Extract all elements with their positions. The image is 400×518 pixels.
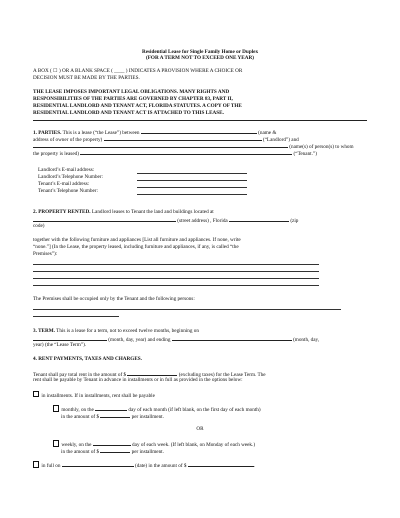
weekly-text: weekly, on the	[61, 442, 92, 448]
weekly-checkbox[interactable]	[53, 440, 59, 446]
term-line-1	[33, 328, 367, 334]
weekly-text: per installment.	[131, 449, 164, 455]
furniture-line-1: together with the following furniture and appliances [List all furniture and appliances. If none, write	[33, 237, 241, 243]
full-text: in full on	[41, 463, 61, 469]
tenant-phone-label: Tenant’s Telephone Number:	[38, 188, 98, 194]
owner-address-field[interactable]	[104, 135, 262, 141]
term-text: (month, day,	[293, 337, 320, 343]
rent-line-2: rent shall be payable by Tenant in advance in installments or in full as provided in the options below:	[33, 377, 243, 383]
term-line-3: year) (the “Lease Term”).	[33, 342, 87, 348]
monthly-amount-field[interactable]	[100, 412, 130, 418]
property-heading: 2. PROPERTY RENTED.	[33, 209, 91, 215]
start-date-field[interactable]	[33, 335, 107, 341]
parties-text: (name(s) of person(s) to whom	[289, 144, 354, 150]
tenant-address-field[interactable]	[80, 149, 292, 155]
furniture-field-3[interactable]	[33, 278, 319, 279]
document-title: Residential Lease for Single Family Home or Duplex	[141, 49, 259, 55]
zip-field[interactable]	[229, 216, 289, 222]
full-checkbox[interactable]	[33, 461, 39, 467]
term-heading: 3. TERM.	[33, 328, 55, 334]
term-text: (month, day, year) and ending	[108, 337, 171, 343]
property-text: Landlord leases to Tenant the land and buildings located at	[91, 209, 214, 215]
furniture-line-3: Premises”):	[33, 251, 58, 257]
property-text: (zip	[290, 218, 299, 224]
property-line-3: code)	[33, 223, 45, 229]
full-text: (date) in the amount of $	[135, 463, 187, 469]
furniture-field-4[interactable]	[33, 285, 319, 286]
weekly-day-field[interactable]	[93, 440, 131, 446]
occupants-field-2[interactable]	[33, 316, 119, 317]
occupants-field-1[interactable]	[33, 309, 341, 310]
weekly-amount-line	[61, 447, 367, 455]
monthly-text: day of each month (if left blank, on the first day of each month)	[128, 407, 261, 413]
furniture-field-2[interactable]	[33, 271, 319, 272]
weekly-text: day of each week. (If left blank, on Monday of each week.)	[132, 442, 256, 448]
furniture-field-1[interactable]	[33, 264, 319, 265]
warning-line-1: THE LEASE IMPOSES IMPORTANT LEGAL OBLIGATIONS. MANY RIGHTS AND	[33, 89, 230, 95]
term-text: This is a lease for a term, not to exceed twelve months, beginning on	[56, 328, 199, 334]
rent-text: (excluding taxes) for the Lease Term. The	[178, 372, 266, 378]
parties-text: This is a lease (“the Lease”) between	[62, 130, 140, 136]
furniture-line-2: “none.”] (In the Lease, the property leased, including furniture and appliances, if any, is called “the	[33, 244, 239, 250]
monthly-text: in the amount of $	[61, 414, 100, 420]
owner-name-field[interactable]	[141, 128, 257, 134]
street-address-field[interactable]	[33, 216, 176, 222]
weekly-text: in the amount of $	[61, 449, 100, 455]
parties-text: (name &	[258, 130, 277, 136]
parties-text: address of owner of the property)	[33, 137, 103, 143]
property-line-1	[33, 209, 367, 215]
section-divider	[33, 120, 367, 121]
monthly-amount-line	[61, 412, 367, 420]
intro-box-line-2: DECISION MUST BE MADE BY THE PARTIES.	[33, 75, 140, 81]
tenant-email-label: Tenant’s E-mail address:	[38, 181, 90, 187]
parties-text: (“Tenant.”)	[293, 151, 317, 157]
or-separator: OR	[196, 426, 204, 432]
monthly-text: monthly, on the	[61, 407, 94, 413]
landlord-phone-label: Landlord’s Telephone Number:	[38, 174, 103, 180]
full-amount-field[interactable]	[188, 461, 254, 467]
rent-text: Tenant shall pay total rent in the amount of $	[33, 372, 127, 378]
end-date-field[interactable]	[172, 335, 292, 341]
parties-line-4	[33, 149, 367, 157]
document-subtitle: (FOR A TERM NOT TO EXCEED ONE YEAR)	[146, 55, 254, 61]
weekly-amount-field[interactable]	[100, 447, 130, 453]
property-text: (street address) , Florida	[177, 218, 228, 224]
intro-box-line-1: A BOX ( ☐ ) OR A BLANK SPACE ( ____ ) INDICATES A PROVISION WHERE A CHOICE OR	[33, 68, 243, 74]
monthly-text: per installment.	[131, 414, 164, 420]
occupied-text: The Premises shall be occupied only by the Tenant and the following persons:	[33, 296, 195, 302]
warning-line-2: RESPONSIBILITIES OF THE PARTIES ARE GOVERNED BY CHAPTER 83, PART II,	[33, 96, 233, 102]
rent-heading: 4. RENT PAYMENTS, TAXES AND CHARGES.	[33, 356, 142, 362]
installments-text: in installments. If in installments, rent shall be payable	[41, 392, 155, 399]
tenant-phone-field[interactable]	[137, 194, 247, 195]
landlord-email-label: Landlord’s E-mail address:	[38, 167, 95, 173]
monthly-checkbox[interactable]	[53, 405, 59, 411]
parties-text: the property is leased)	[33, 151, 79, 157]
full-option: in full on (date) in the amount of $ .	[33, 461, 367, 469]
installments-option	[33, 391, 367, 399]
installments-checkbox[interactable]	[33, 391, 39, 397]
total-rent-field[interactable]	[127, 370, 177, 376]
warning-line-3: RESIDENTIAL LANDLORD AND TENANT ACT, FLORIDA STATUTES. A COPY OF THE	[33, 103, 242, 109]
tenant-names-field[interactable]	[33, 142, 288, 148]
full-date-field[interactable]	[62, 461, 134, 467]
warning-line-4: RESIDENTIAL LANDLORD AND TENANT ACT IS ATTACHED TO THIS LEASE.	[33, 110, 224, 116]
parties-heading: 1. PARTIES.	[33, 130, 62, 136]
monthly-day-field[interactable]	[95, 405, 127, 411]
parties-text: (“Landlord”) and	[262, 137, 299, 143]
